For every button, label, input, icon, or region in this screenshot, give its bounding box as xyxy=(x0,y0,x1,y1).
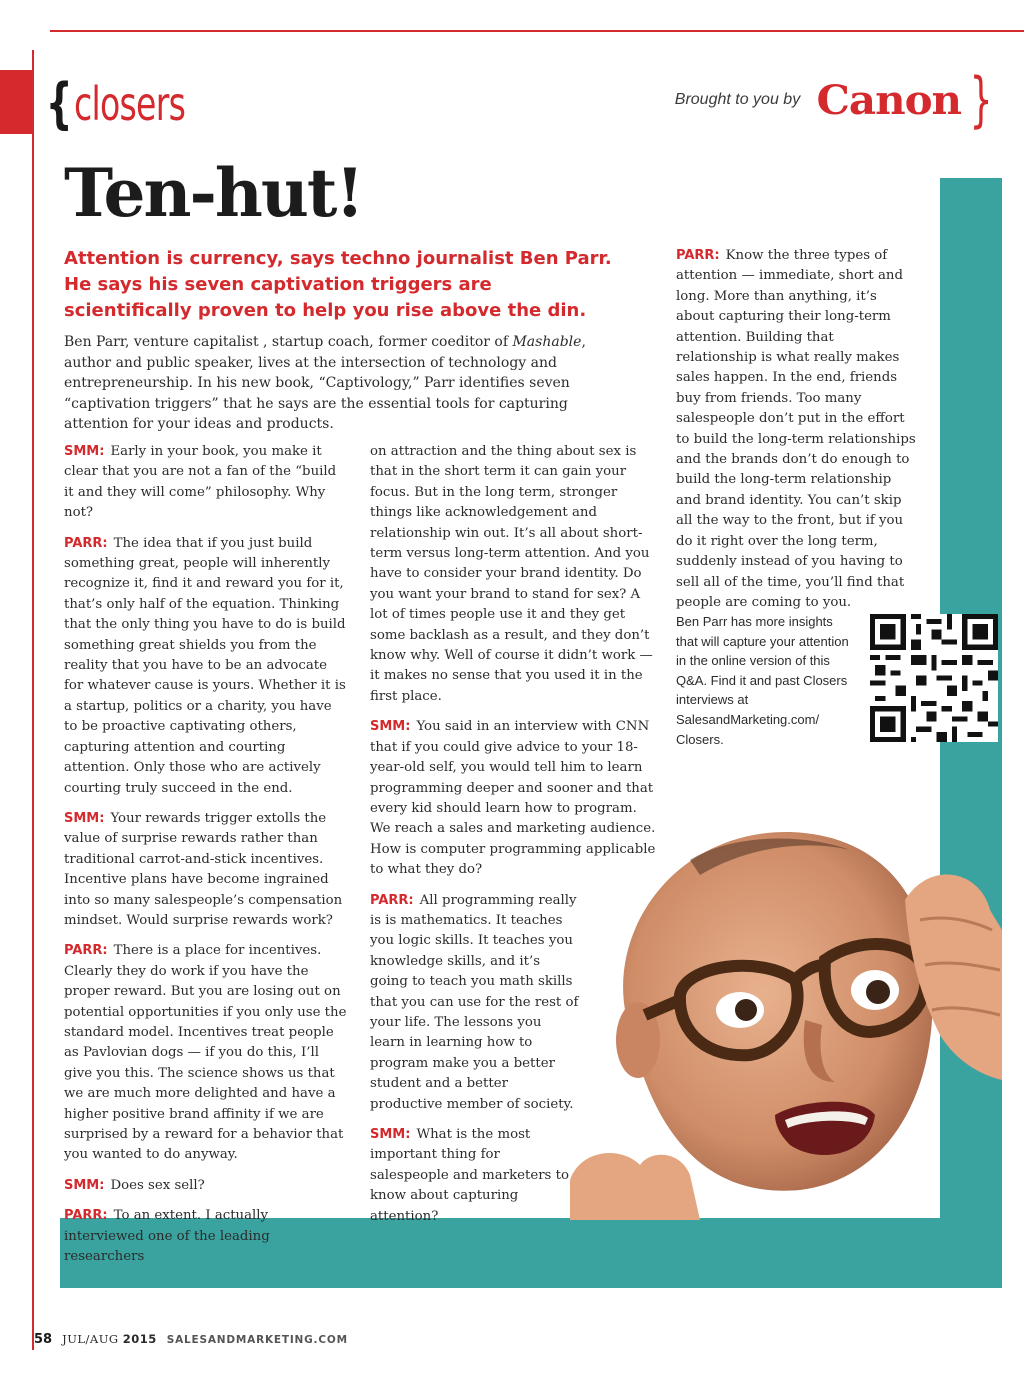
qa-text: There is a place for incentives. Clearly they do work if you have the proper reward. But you are losing out on potential opportunities if you only use the standard model. Incentives treat people as Pavlovian dogs — if you do this, I’ll give you this. The science shows us that we are much more delighted and have a higher positive brand affinity if we are surprised by a reward for a behavior that you wanted to do anyway. xyxy=(64,943,347,1163)
qa-column-1 xyxy=(64,442,348,1277)
speaker-label: PARR: xyxy=(370,892,414,908)
qa-paragraph xyxy=(64,809,348,931)
qa-text: The idea that if you just build something great, people will inherently recognize it, find it and reward you for it, that’s only half of the equation. Thinking that the only thing you have to do is build something great shields you from the reality that you have to be an advocate for whatever cause is yours. Whether it is a startup, politics or a charity, you have to be proactive captivating others, capturing attention and courting attention. Only those who are actively courting truly succeed in the end. xyxy=(64,535,346,796)
site-name: SALESANDMARKETING.COM xyxy=(166,1334,348,1346)
issue-date xyxy=(62,1332,157,1346)
canon-logo: Canon xyxy=(816,76,962,124)
sponsor-text: Brought to you by xyxy=(674,91,801,108)
speaker-label: PARR: xyxy=(64,1208,108,1224)
speaker-label: SMM: xyxy=(64,1177,105,1193)
qa-text: To an extent. I actually interviewed one of the leading researchers xyxy=(64,1208,270,1265)
qa-paragraph xyxy=(676,246,916,613)
portrait-photo xyxy=(560,820,1002,1220)
frame-left-rule xyxy=(32,50,34,1350)
qa-paragraph xyxy=(370,442,656,707)
frame-top-rule xyxy=(50,30,1024,32)
qa-paragraph xyxy=(370,891,580,1115)
open-brace-icon: { xyxy=(45,72,73,135)
qa-paragraph xyxy=(64,1206,348,1267)
headline: Ten-hut! xyxy=(64,154,363,232)
intro-text-start: Ben Parr, venture capitalist , startup coach, former coeditor of xyxy=(64,334,513,350)
qa-text: Know the three types of attention — immediate, short and long. More than anything, it’s about capturing their long-term attention. Building that relationship is what really makes sales happen. In the end, friends buy from friends. Too many salespeople don’t put in the effort to build the long-term relationships and the brands don’t do enough to build the long-term relationship and brand identity. You can’t skip all the way to the front, but if you do it right over the long term, suddenly instead of you having to sell all of the time, you’ll find that people are coming to you. xyxy=(676,248,916,610)
speaker-label: SMM: xyxy=(64,444,105,459)
qa-paragraph xyxy=(370,1125,580,1227)
qa-text: Does sex sell? xyxy=(110,1177,205,1193)
section-tab-marker xyxy=(0,70,34,134)
qa-paragraph xyxy=(64,941,348,1165)
qa-text: All programming really is is mathematics. It teaches you logic skills. It teaches you knowledge skills, and it’s going to teach you math skills that you can use for the rest of your life. The lessons you learn in learning how to program make you a better student and a better productive member of society. xyxy=(370,892,579,1112)
online-promo-text: Ben Parr has more insights that will capture your attention in the online version of this Q&A. Find it and past Closers interviews at SalesandMarketing.com/ Closers. xyxy=(676,614,849,747)
intro-publication: Mashable xyxy=(512,334,582,350)
qa-paragraph xyxy=(64,442,348,524)
sponsor-block xyxy=(674,65,1000,135)
page-number: 58 xyxy=(34,1332,53,1347)
qa-text: What is the most important thing for salespeople and marketers to know about capturing attention? xyxy=(370,1127,569,1224)
intro-paragraph xyxy=(64,332,636,435)
section-label-text: closers xyxy=(74,77,186,131)
issue-month: JUL/AUG xyxy=(62,1332,119,1346)
speaker-label: PARR: xyxy=(64,943,108,959)
qa-text: Early in your book, you make it clear that you are not a fan of the “build it and they will come” philosophy. Why not? xyxy=(64,444,337,521)
page-footer xyxy=(34,1332,348,1347)
qa-text: on attraction and the thing about sex is that in the short term it can gain your focus. But in the long term, stronger things like acknowledgement and relationship win out. It’s all about short-term versus long-term attention. And you have to consider your brand identity. Do you want your brand to stand for sex? A lot of times people use it and they get some backlash as a result, and they don’t know why. Well of course it didn’t work — it makes no sense that you used it in the first place. xyxy=(370,444,653,704)
deck: Attention is currency, says techno journalist Ben Parr. He says his seven captivation triggers are scientifically proven to help you rise above the din. xyxy=(64,248,612,321)
qa-text: Your rewards trigger extolls the value of surprise rewards rather than traditional carrot-and-stick incentives. Incentive plans have become ingrained into so many salespeople’s compensation mindset. Would surprise rewards work? xyxy=(64,810,343,928)
speaker-label: PARR: xyxy=(64,535,108,551)
speaker-label: SMM: xyxy=(64,810,105,826)
speaker-label: SMM: xyxy=(370,719,411,735)
close-brace-icon: } xyxy=(969,65,993,135)
issue-year: 2015 xyxy=(122,1332,157,1346)
qa-text: You said in an interview with CNN that if you could give advice to your 18-year-old self, you would tell him to learn programming deeper and sooner and that every kid should learn how to program. We reach a sales and marketing audience. How is computer programming applicable to what they do? xyxy=(370,719,656,878)
qr-code-icon[interactable] xyxy=(870,614,998,742)
qa-column-3 xyxy=(676,246,916,623)
intro-text-end: , author and public speaker, lives at the intersection of technology and entrepreneurship. In his new book, “Captivology,” Parr identifies seven “captivation triggers” that he says are the essential tools for capturing attention for your ideas and products. xyxy=(64,334,586,432)
qa-paragraph xyxy=(64,1176,348,1196)
section-label xyxy=(40,72,229,135)
speaker-label: PARR: xyxy=(676,248,720,263)
qa-paragraph xyxy=(64,534,348,799)
speaker-label: SMM: xyxy=(370,1127,411,1142)
